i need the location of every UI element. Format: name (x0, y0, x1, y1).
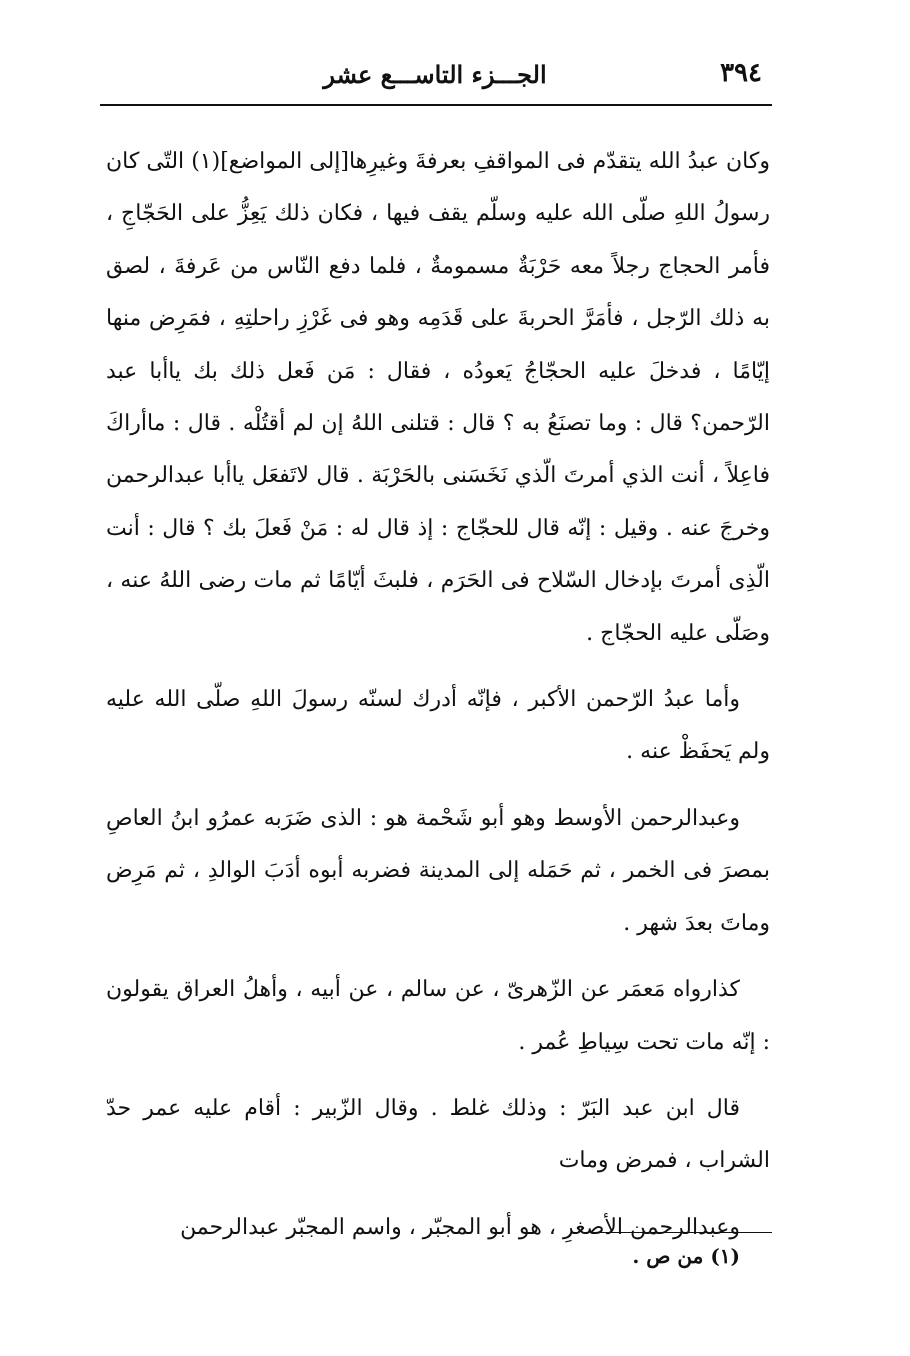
paragraph-1: وكان عبدُ الله يتقدّم فى المواقفِ بعرفةَ وغيرِها[إلى المواضع](١) التّى كان رسولُ اللهِ صلّى الله عليه وسلّم يقف فيها ، فكان ذلك يَعِزُّ على الحَجّاجِ ، فأمر الحجاج رجلاً معه حَرْبَةٌ مسمومةٌ ، فلما دفع النّاس من عَرفةَ ، لصق به ذلك الرّجل ، فأمَرَّ الحربةَ على قَدَمِه وهو فى غَرْزِ راحلتِهِ ، فمَرِض منها إيّامًا ، فدخلَ عليه الحجّاجُ يَعودُه ، فقال : مَن فَعل ذلك بك ياأبا عبد الرّحمن؟ قال : وما تصنَعُ به ؟ قال : قتلنى اللهُ إن لم أقتُلْه . قال : ماأراكَ فاعِلاً ، أنت الذي أمرتَ الّذي نَخَسَنى بالحَرْبَة . قال لاتَفعَل ياأبا عبدالرحمن وخرجَ عنه . وقيل : إنّه قال للحجّاج : إذ قال له : مَنْ فَعلَ بك ؟ قال : أنت الّذِى أمرتَ بإدخال السّلاح فى الحَرَم ، فلبثَ أيّامًا ثم مات رضى اللهُ عنه ، وصَلّى عليه الحجّاج . (106, 149, 770, 646)
footnote-rule (590, 1232, 772, 1233)
page-number: ٣٩٤ (720, 58, 762, 88)
paragraph-2: وأما عبدُ الرّحمن الأكبر ، فإنّه أدرك لسنّه رسولَ اللهِ صلّى الله عليه ولم يَحفَظْ عنه . (106, 687, 770, 765)
body-text (106, 136, 770, 1268)
paragraph-4: كذارواه مَعمَر عن الزّهرىّ ، عن سالم ، عن أبيه ، وأهلُ العراق يقولون : إنّه مات تحت سِياطِ عُمر . (106, 977, 770, 1055)
footnote: (١) من ص . (632, 1244, 740, 1268)
page-header (100, 58, 770, 98)
paragraph-5: قال ابن عبد البَرّ : وذلك غلط . وقال الزّبير : أقام عليه عمر حدّ الشراب ، فمرض ومات (106, 1095, 770, 1174)
running-title: الجـــزء التاســـع عشر (323, 60, 547, 89)
paragraph-3: وعبدالرحمن الأوسط وهو أبو شَحْمة هو : الذى ضَرَبه عمرُو ابنُ العاصِ بمصرَ فى الخمر ، ثم حَمَله إلى المدينة فضربه أبوه أدَبَ الوالدِ ، ثم مَرِض وماتَ بعدَ شهر . (106, 805, 770, 936)
header-rule (100, 104, 772, 106)
paragraph-6: وعبدالرحمن الأصغرِ ، هو أبو المجبّر ، واسم المجبّر عبدالرحمن (180, 1214, 740, 1240)
